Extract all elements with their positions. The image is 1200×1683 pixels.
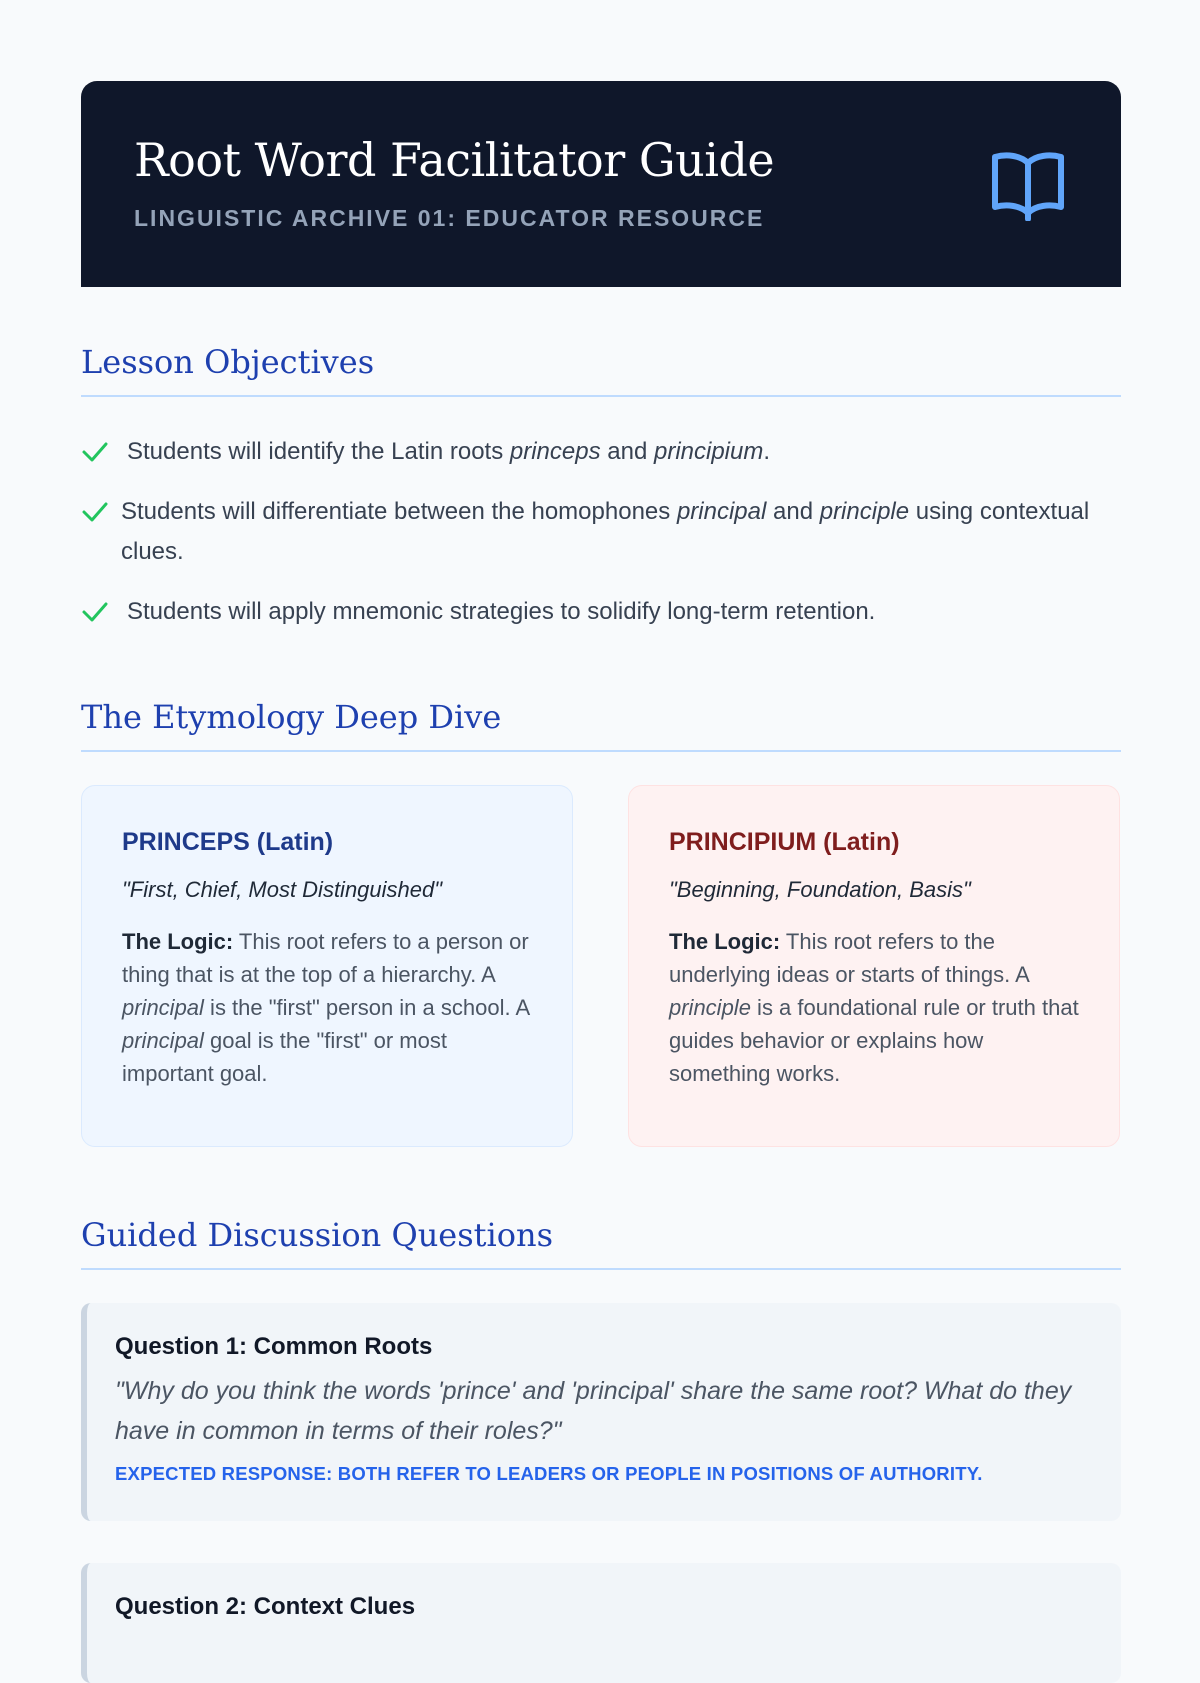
etymology-card-princeps bbox=[81, 785, 573, 1147]
check-icon bbox=[81, 600, 109, 624]
question-text: "Why do you think the words 'prince' and 'principal' share the same root? What do they have in common in terms of their roles?" bbox=[115, 1377, 1072, 1445]
expected-response: EXPECTED RESPONSE: BOTH REFER TO LEADERS OR PEOPLE IN POSITIONS OF AUTHORITY. bbox=[115, 1463, 983, 1484]
card-logic: The Logic: This root refers to a person or thing that is at the top of a hierarchy. A principal is the "first" person in a school. A principal goal is the "first" or most important goal. bbox=[122, 929, 529, 1086]
objectives-list bbox=[81, 432, 1121, 632]
objective-text: Students will differentiate between the homophones principal and principle using contextual clues. bbox=[121, 498, 1090, 565]
page-subtitle: LINGUISTIC ARCHIVE 01: EDUCATOR RESOURCE bbox=[134, 205, 765, 231]
objective-item bbox=[81, 592, 1121, 632]
discussion-question bbox=[81, 1563, 1121, 1683]
card-logic: The Logic: This root refers to the underlying ideas or starts of things. A principle is a foundational rule or truth that guides behavior or explains how something works. bbox=[669, 929, 1079, 1086]
question-title: Question 1: Common Roots bbox=[115, 1333, 433, 1360]
check-icon bbox=[81, 440, 109, 464]
objective-text: Students will apply mnemonic strategies to solidify long-term retention. bbox=[127, 598, 876, 625]
objective-item bbox=[81, 432, 1121, 472]
check-icon bbox=[81, 500, 109, 524]
card-meaning: "Beginning, Foundation, Basis" bbox=[669, 877, 971, 902]
etymology-card-principium bbox=[628, 785, 1120, 1147]
header-banner bbox=[81, 81, 1121, 287]
section-title-discussion: Guided Discussion Questions bbox=[81, 1216, 1121, 1270]
objective-text: Students will identify the Latin roots princeps and principium. bbox=[127, 438, 771, 465]
section-title-objectives: Lesson Objectives bbox=[81, 343, 1121, 397]
card-meaning: "First, Chief, Most Distinguished" bbox=[122, 877, 443, 902]
objective-item bbox=[81, 492, 1121, 572]
card-title: PRINCIPIUM (Latin) bbox=[669, 828, 900, 856]
question-title: Question 2: Context Clues bbox=[115, 1593, 416, 1620]
card-title: PRINCEPS (Latin) bbox=[122, 828, 334, 856]
book-open-icon bbox=[990, 149, 1066, 221]
page-title: Root Word Facilitator Guide bbox=[134, 133, 775, 187]
section-title-etymology: The Etymology Deep Dive bbox=[81, 698, 1121, 752]
discussion-question bbox=[81, 1303, 1121, 1521]
